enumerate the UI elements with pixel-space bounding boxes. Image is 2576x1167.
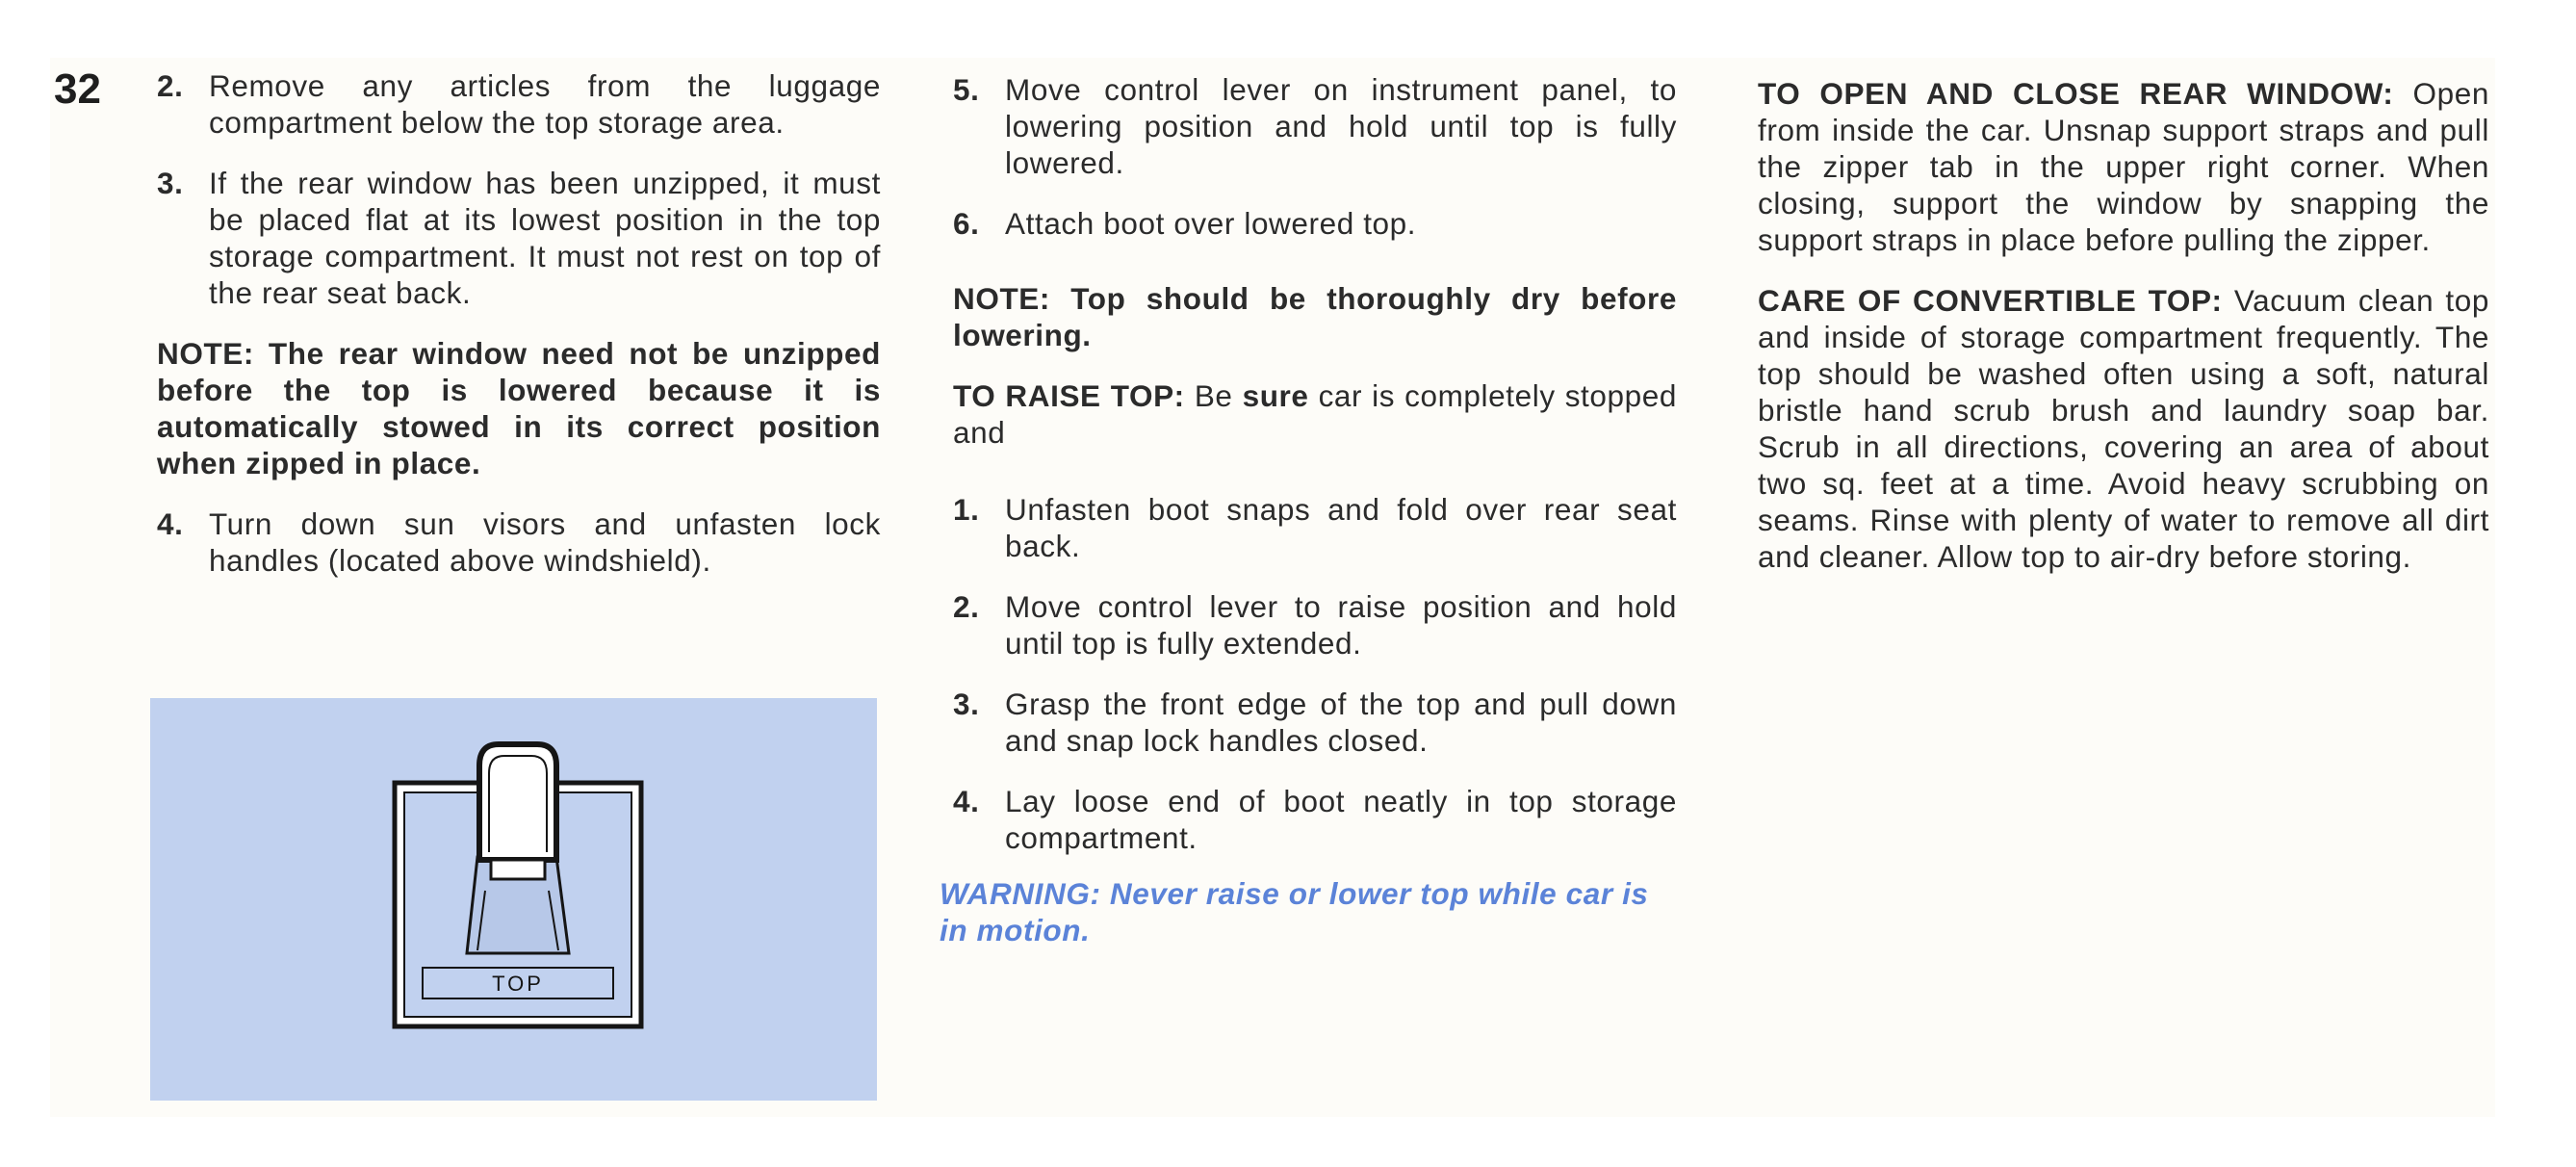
item-number: 3. [157,166,184,200]
page-number: 32 [54,65,101,113]
item-text: If the rear window has been unzipped, it must be placed flat at its lowest position in the top storage compartment. It must not rest on top of the rear seat back. [209,166,881,310]
list-item [953,783,1677,856]
item-number: 4. [157,506,184,541]
column-3 [1758,75,2489,599]
rear-window-section [1758,75,2489,258]
list-item [953,71,1677,181]
warning-motion: WARNING: Never raise or lower top while car is in motion. [940,876,1649,947]
list-item [953,588,1677,661]
item-text: Move control lever to raise position and hold until top is fully extended. [1005,589,1677,661]
care-heading: CARE OF CONVERTIBLE TOP: [1758,283,2223,318]
item-text: Unfasten boot snaps and fold over rear seat back. [1005,492,1677,563]
item-text: Grasp the front edge of the top and pull down and snap lock handles closed. [1005,687,1677,758]
note-rear-window: NOTE: The rear window need not be unzipped before the top is lowered because it is automatically stowed in its correct position when zipped in place. [157,336,881,480]
item-text: Move control lever on instrument panel, to lowering position and hold until top is fully lowered. [1005,72,1677,180]
column-2 [940,71,1678,948]
list-item [157,506,881,579]
item-text: Turn down sun visors and unfasten lock handles (located above windshield). [209,506,881,578]
list-item [953,205,1677,242]
item-number: 4. [953,784,980,818]
item-number: 2. [953,589,980,624]
control-lever-illustration [150,698,877,1101]
raise-top-heading: TO RAISE TOP: [953,378,1185,413]
top-label: TOP [492,972,544,996]
column-1 [157,67,881,603]
list-item [157,165,881,311]
item-text: Attach boot over lowered top. [1005,206,1417,241]
item-number: 1. [953,492,980,527]
list-item [953,686,1677,759]
note-dry-top: NOTE: Top should be thoroughly dry before lowering. [953,281,1677,352]
item-number: 5. [953,72,980,107]
item-number: 6. [953,206,980,241]
raise-top-text-bold: sure [1242,378,1309,413]
item-text: Lay loose end of boot neatly in top storage compartment. [1005,784,1677,855]
list-item [953,491,1677,564]
raise-top-text-1: Be [1194,378,1233,413]
care-text: Vacuum clean top and inside of storage compartment frequently. The top should be washed often using a soft, natural bristle hand scrub brush and laundry soap bar. Scrub in all directions, covering an area of about two sq. feet at a time. Avoid heavy scrubbing on seams. Rinse with plenty of water to remove all dirt and cleaner. Allow top to air-dry before storing. [1758,283,2489,574]
control-lever-icon [150,698,877,1101]
item-text: Remove any articles from the luggage compartment below the top storage area. [209,68,881,140]
item-number: 3. [953,687,980,721]
raise-top-intro [953,377,1677,451]
item-number: 2. [157,68,184,103]
rear-window-text: Open from inside the car. Unsnap support straps and pull the zipper tab in the upper right corner. When closing, support the window by snapping the support straps in place before pulling the zipper. [1758,76,2489,257]
raise-top-text-2: car is completely stopped and [953,378,1678,450]
list-item [157,67,881,141]
rear-window-heading: TO OPEN AND CLOSE REAR WINDOW: [1758,76,2394,111]
care-section [1758,282,2489,575]
